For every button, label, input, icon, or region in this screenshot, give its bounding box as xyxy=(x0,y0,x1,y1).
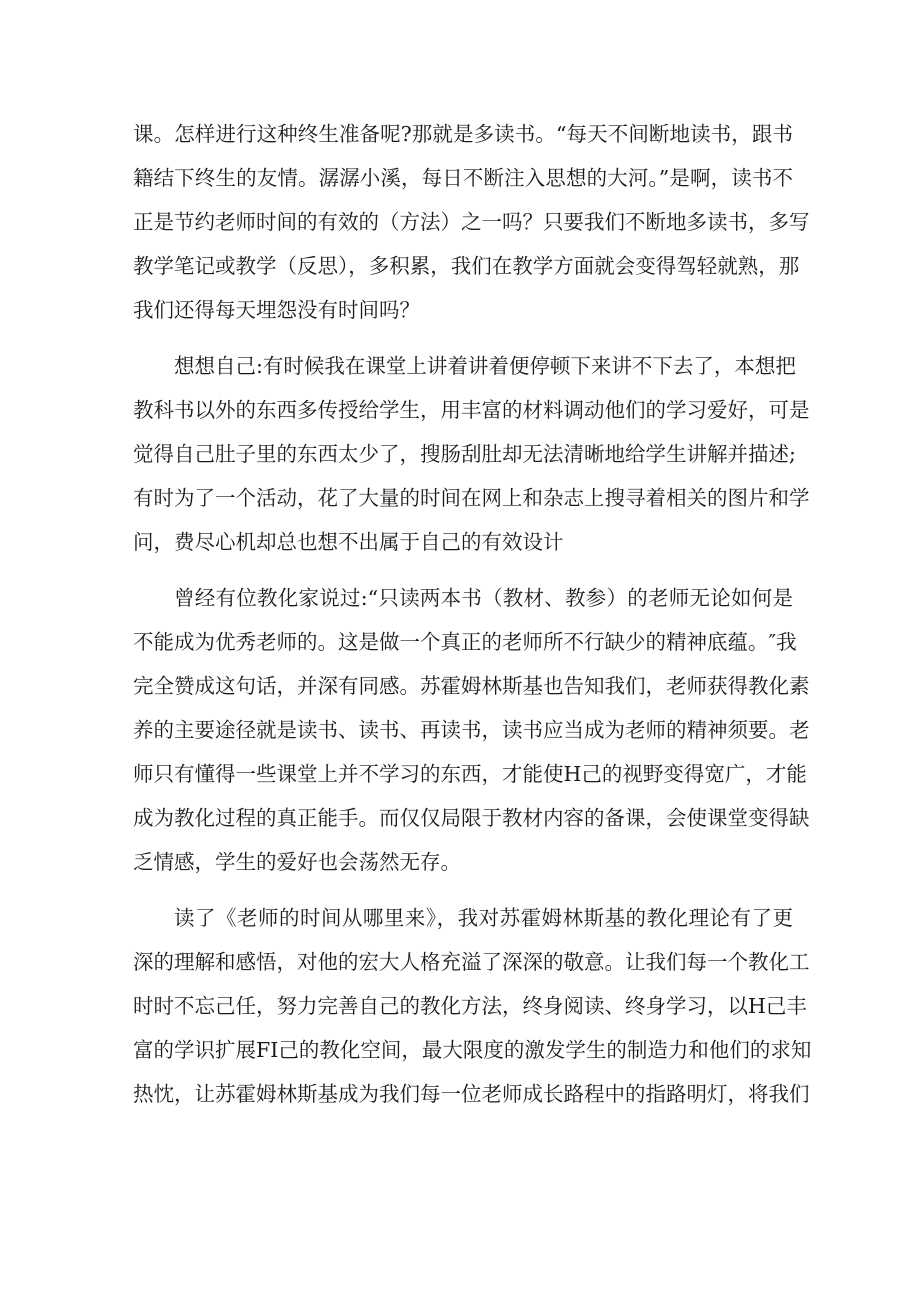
paragraph-1 xyxy=(133,112,810,332)
text-line: 觉得自己肚子里的东西太少了，搜肠刮肚却无法清晰地给学生讲解并描述; xyxy=(133,442,796,466)
paragraph-3 xyxy=(133,576,810,884)
text-line: 籍结下终生的友情。潺潺小溪，每日不断注入思想的大河。”是啊，读书不 xyxy=(133,166,793,190)
paragraph-2 xyxy=(133,344,810,564)
text-line: 有时为了一个活动，花了大量的时间在网上和杂志上搜寻着相关的图片和学 xyxy=(133,486,810,510)
text-line: 不能成为优秀老师的。这是做一个真正的老师所不行缺少的精神底蕴。″我 xyxy=(133,630,797,654)
text-line: 热忱，让苏霍姆林斯基成为我们每一位老师成长路程中的指路明灯，将我们 xyxy=(133,1082,810,1106)
document-body xyxy=(133,112,812,1128)
text-line: 富的学识扩展FI己的教化空间，最大限度的激发学生的制造力和他们的求知 xyxy=(133,1038,812,1062)
text-line: 我们还得每天埋怨没有时间吗？ xyxy=(133,298,420,322)
text-line: 养的主要途径就是读书、读书、再读书，读书应当成为老师的精神须要。老 xyxy=(133,718,810,742)
text-line: 曾经有位教化家说过:“只读两本书（教材、教参）的老师无论如何是 xyxy=(174,586,793,610)
text-line: 成为教化过程的真正能手。而仅仅局限于教材内容的备课，会使课堂变得缺 xyxy=(133,806,810,830)
text-line: 想想自己:有时候我在课堂上讲着讲着便停顿下来讲不下去了，本想把 xyxy=(174,354,796,378)
text-line: 读了《老师的时间从哪里来》，我对苏霍姆林斯基的教化理论有了更 xyxy=(174,906,793,930)
text-line: 教学笔记或教学（反思），多积累，我们在教学方面就会变得驾轻就熟，那 xyxy=(133,254,800,278)
paragraph-4 xyxy=(133,896,812,1116)
text-line: 深的理解和感悟，对他的宏大人格充溢了深深的敬意。让我们每一个教化工 xyxy=(133,950,810,974)
text-line: 正是节约老师时间的有效的（方法）之一吗？只要我们不断地多读书，多写 xyxy=(133,210,810,234)
text-line: 教科书以外的东西多传授给学生，用丰富的材料调动他们的学习爱好，可是 xyxy=(133,398,810,422)
text-line: 问，费尽心机却总也想不出属于自己的有效设计 xyxy=(133,530,564,554)
text-line: 乏情感，学生的爱好也会荡然无存。 xyxy=(133,850,461,874)
text-line: 时时不忘己任，努力完善自己的教化方法，终身阅读、终身学习，以H己丰 xyxy=(133,994,807,1018)
text-line: 完全赞成这句话，并深有同感。苏霍姆林斯基也告知我们，老师获得教化素 xyxy=(133,674,810,698)
text-line: 师只有懂得一些课堂上并不学习的东西，才能使H己的视野变得宽广，才能 xyxy=(133,762,807,786)
text-line: 课。怎样进行这种终生准备呢?那就是多读书。“每天不间断地读书，跟书 xyxy=(133,122,793,146)
